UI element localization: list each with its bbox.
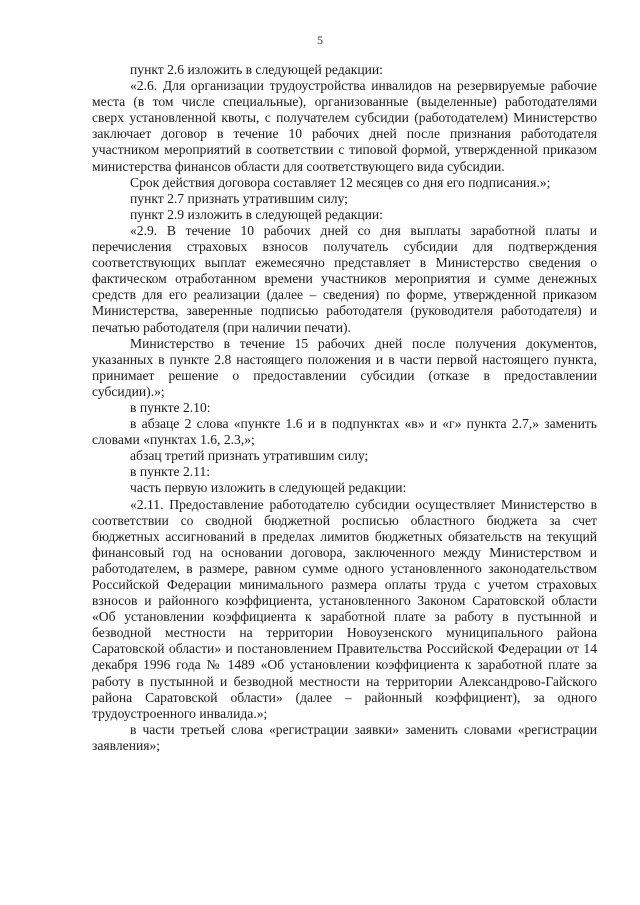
paragraph: Срок действия договора составляет 12 месяцев со дня его подписания.»; xyxy=(130,174,551,190)
paragraph: в абзаце 2 слова «пункте 1.6 и в подпунктах «в» и «г» пункта 2.7,» заменить словами «пунктах 1.6, 2.3,»; xyxy=(92,416,597,448)
paragraph: пункт 2.9 изложить в следующей редакции: xyxy=(130,206,383,222)
paragraph: «2.6. Для организации трудоустройства инвалидов на резервируемые рабочие места (в том числе специальные), организованные (выделенные) работодателями сверх установленной квоты, с получателем субсидии (работодателем) Министерство заключает договор в течение 10 рабочих дней после признания работодателя участником мероприятий в соответствии с типовой формой, утвержденной приказом министерства финансов области для соответствующего вида субсидии. xyxy=(92,78,597,174)
paragraph: «2.11. Предоставление работодателю субсидии осуществляет Министерство в соответствии со сводной бюджетной росписью областного бюджета за счет бюджетных ассигнований в пределах лимитов бюджетных обязательств на текущий финансовый год на основании договора, заключенного между Министерством и работодателем, в размере, равном сумме одного установленного законодательством Российской Федерации минимального размера оплаты труда с учетом страховых взносов и районного коэффициента, установленного Законом Саратовской области «Об установлении коэффициента к заработной плате за работу в пустынной и безводной местности на территории Новоузенского муниципального района Саратовской области» и постановлением Правительства Российской Федерации от 14 декабря 1996 года № 1489 «Об установлении коэффициента к заработной плате за работу в пустынной и безводной местности на территории Александрово-Гайского района Саратовской области» (далее – районный коэффициент), за одного трудоустроенного инвалида.»; xyxy=(92,496,597,721)
paragraph: абзац третий признать утратившим силу; xyxy=(130,448,369,464)
paragraph: часть первую изложить в следующей редакции: xyxy=(130,480,407,496)
paragraph: в пункте 2.10: xyxy=(130,399,211,415)
document-body xyxy=(92,62,597,754)
paragraph: в части третьей слова «регистрации заявки» заменить словами «регистрации заявления»; xyxy=(92,721,597,753)
page-number: 5 xyxy=(317,33,323,47)
paragraph: Министерство в течение 15 рабочих дней после получения документов, указанных в пункте 2.8 настоящего положения и в части первой настоящего пункта, принимает решение о предоставлении субсидии (отказе в предоставлении субсидии).»; xyxy=(92,335,597,399)
paragraph: «2.9. В течение 10 рабочих дней со дня выплаты заработной платы и перечисления страховых взносов получатель субсидии для подтверждения соответствующих выплат ежемесячно представляет в Министерство сведения о фактическом отработанном времени участников мероприятия и сумме денежных средств для его реализации (далее – сведения) по форме, утвержденной приказом Министерства, заверенные подписью работодателя (руководителя работодателя) и печатью работодателя (при наличии печати). xyxy=(92,222,597,335)
paragraph: пункт 2.7 признать утратившим силу; xyxy=(130,190,348,206)
paragraph: в пункте 2.11: xyxy=(130,464,211,480)
paragraph: пункт 2.6 изложить в следующей редакции: xyxy=(130,62,383,77)
